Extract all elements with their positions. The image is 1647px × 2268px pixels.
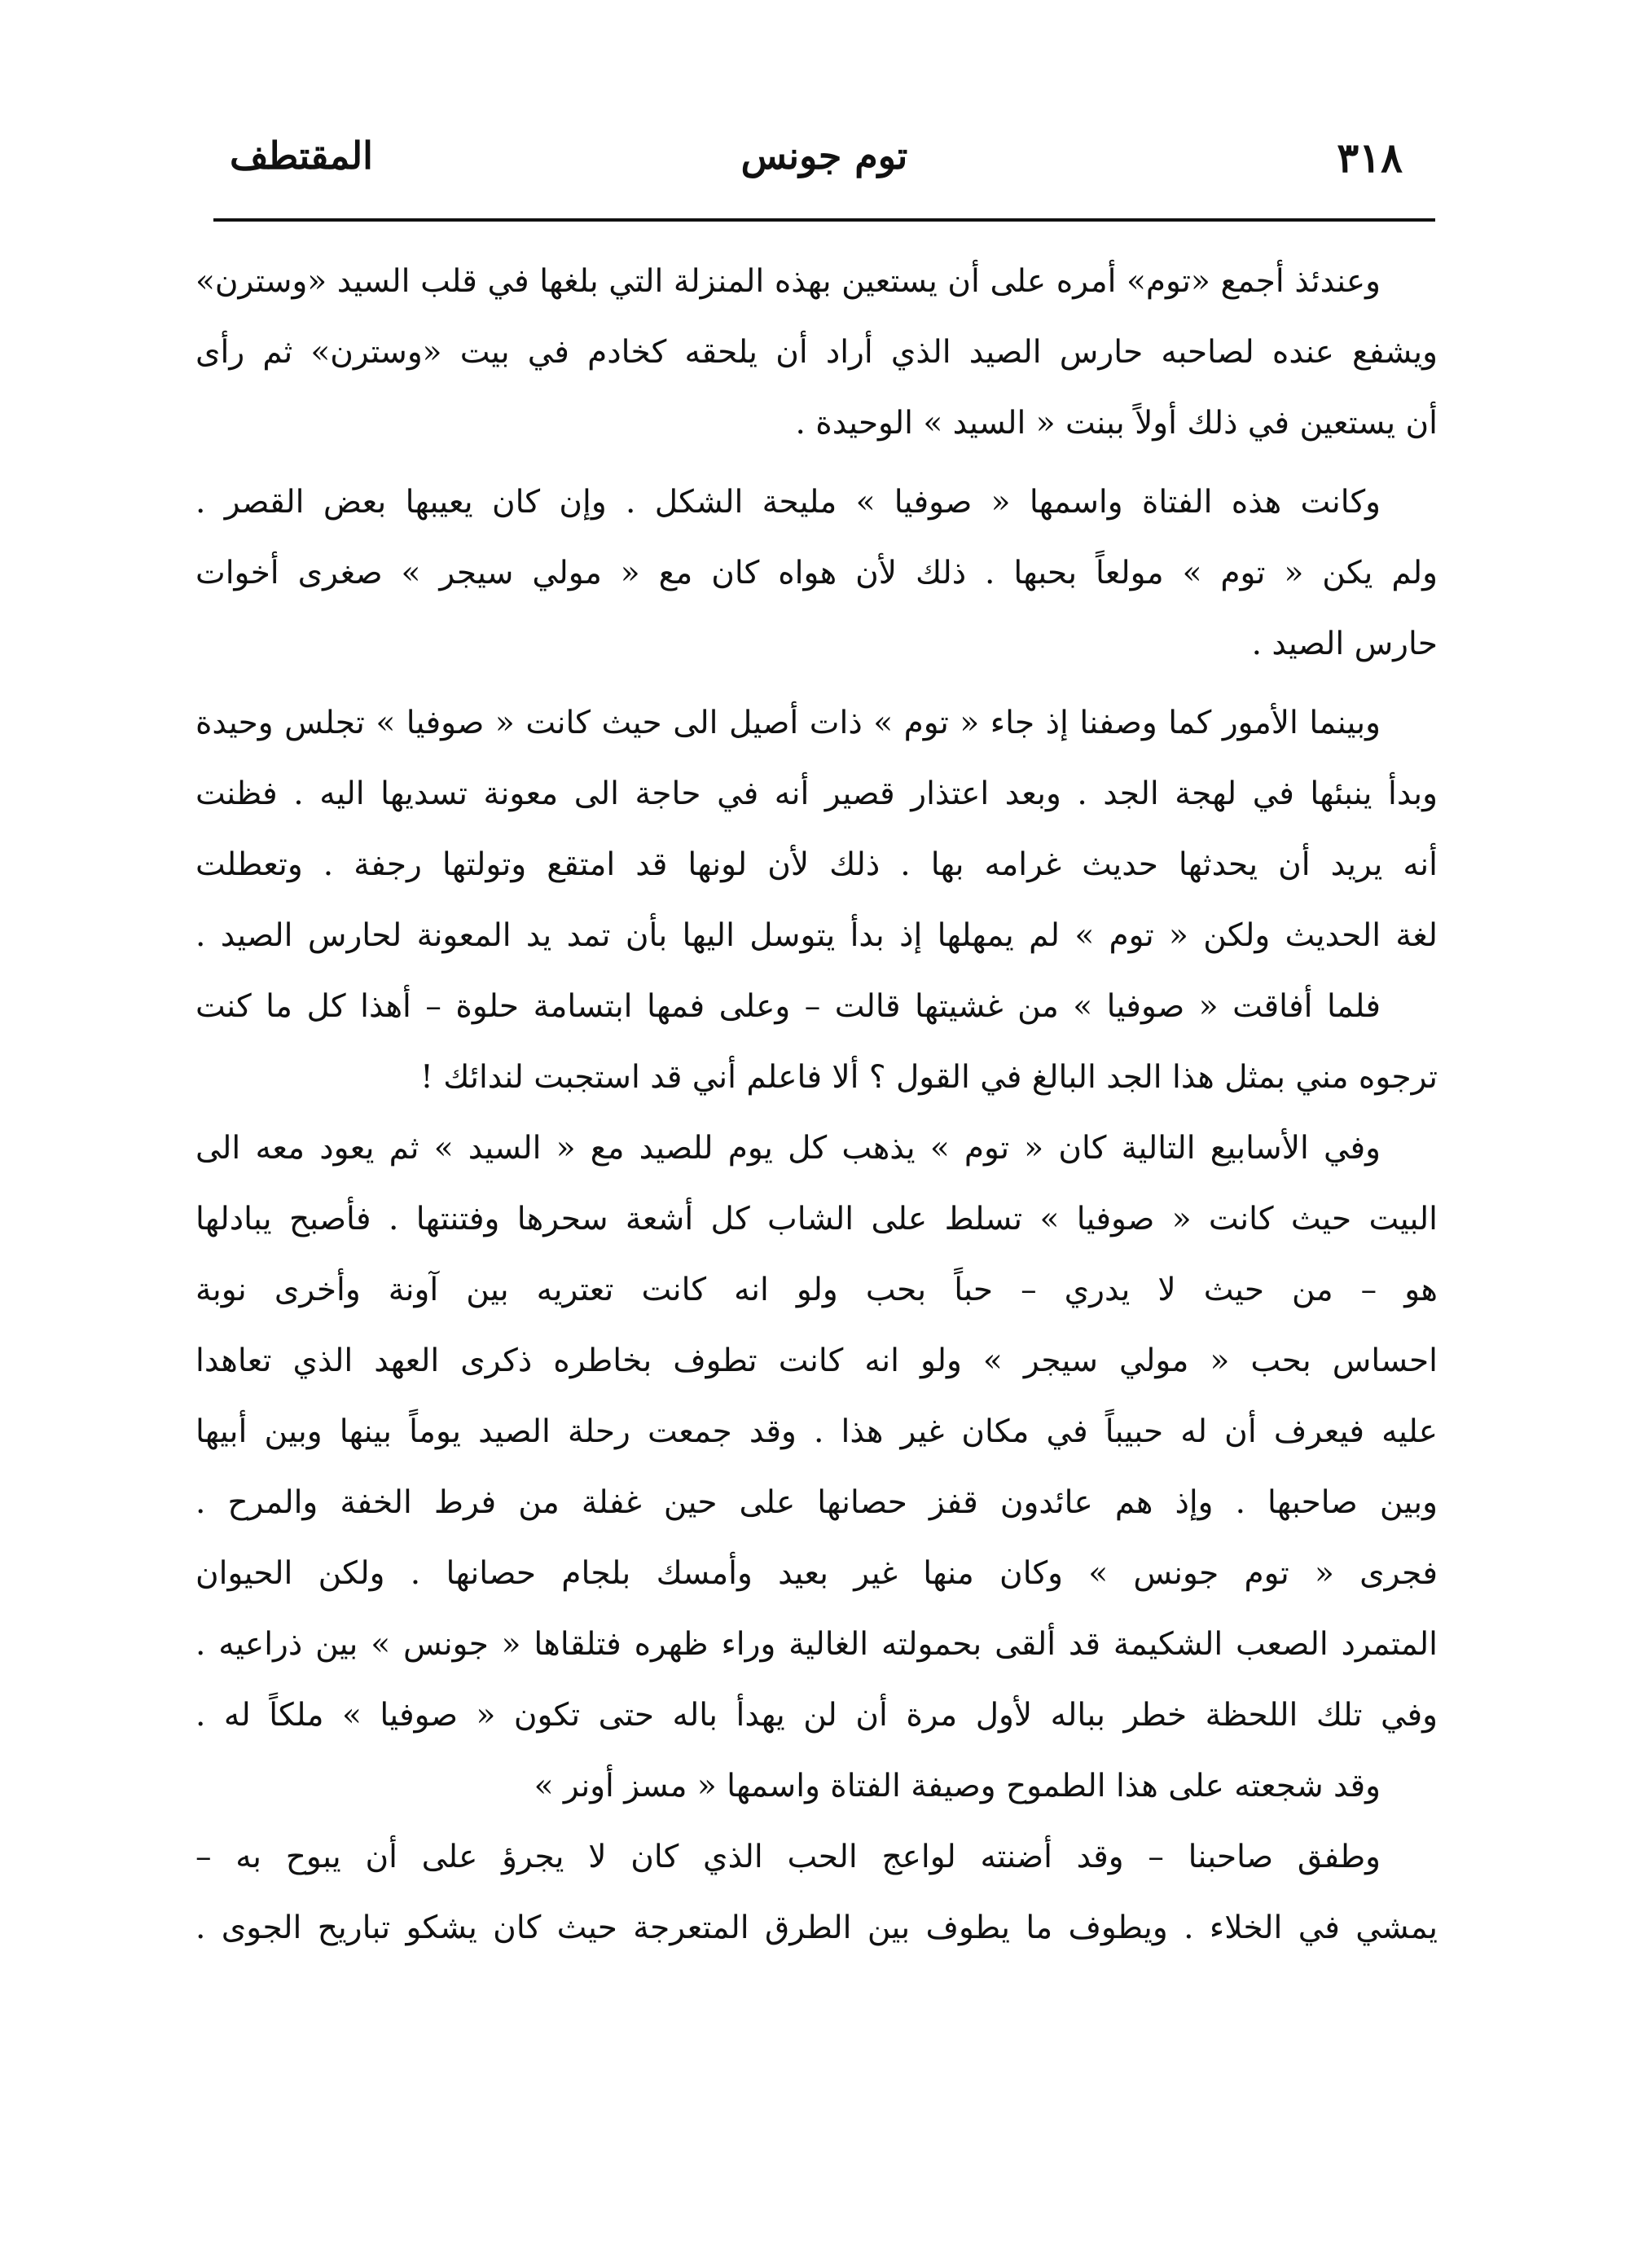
body-text — [195, 246, 1438, 1963]
text-line: المتمرد الصعب الشكيمة قد ألقى بحمولته الغالية وراء ظهره فتلقاها « جونس » بين ذراعيه . — [195, 1626, 1438, 1663]
page-number: ٣١٨ — [1337, 134, 1403, 182]
text-line: ولم يكن « توم » مولعاً بحبها . ذلك لأن هواه كان مع « مولي سيجر » صغرى أخوات — [195, 555, 1438, 591]
text-line: أن يستعين في ذلك أولاً ببنت « السيد » الوحيدة . — [795, 405, 1438, 442]
page-header — [213, 122, 1435, 196]
text-line: وفي تلك اللحظة خطر بباله لأول مرة أن لن يهدأ باله حتى تكون « صوفيا » ملكاً له . — [195, 1697, 1438, 1734]
text-line: يمشي في الخلاء . ويطوف ما يطوف بين الطرق المتعرجة حيث كان يشكو تباريح الجوى . — [195, 1910, 1438, 1946]
text-line: وقد شجعته على هذا الطموح وصيفة الفتاة واسمها « مسز أونر » — [534, 1768, 1381, 1804]
text-line: وفي الأسابيع التالية كان « توم » يذهب كل يوم للصيد مع « السيد » ثم يعود معه الى — [195, 1130, 1381, 1167]
text-line: فجرى « توم جونس » وكان منها غير بعيد وأمسك بلجام حصانها . ولكن الحيوان — [195, 1555, 1438, 1592]
journal-name: المقتطف — [230, 134, 373, 178]
text-line: وعندئذ أجمع «توم» أمره على أن يستعين بهذه المنزلة التي بلغها في قلب السيد «وسترن» — [195, 263, 1381, 300]
text-line: وكانت هذه الفتاة واسمها « صوفيا » مليحة الشكل . وإن كان يعيبها بعض القصر . — [195, 484, 1381, 521]
text-line: وبين صاحبها . وإذ هم عائدون قفز حصانها على حين غفلة من فرط الخفة والمرح . — [195, 1484, 1438, 1521]
text-line: حارس الصيد . — [1251, 626, 1438, 662]
text-line: وبينما الأمور كما وصفنا إذ جاء « توم » ذات أصيل الى حيث كانت « صوفيا » تجلس وحيدة — [195, 705, 1381, 741]
text-line: عليه فيعرف أن له حبيباً في مكان غير هذا . وقد جمعت رحلة الصيد يوماً بينها وبين أبيها — [195, 1413, 1438, 1450]
running-title: توم جونس — [740, 134, 908, 178]
text-line: هو – من حيث لا يدري – حباً بحب ولو انه كانت تعتريه بين آونة وأخرى نوبة — [195, 1272, 1438, 1308]
text-line: أنه يريد أن يحدثها حديث غرامه بها . ذلك لأن لونها قد امتقع وتولتها رجفة . وتعطلت — [195, 846, 1438, 883]
text-line: فلما أفاقت « صوفيا » من غشيتها قالت – وعلى فمها ابتسامة حلوة – أهذا كل ما كنت — [195, 988, 1381, 1025]
text-line: ترجوه مني بمثل هذا الجد البالغ في القول ؟ ألا فاعلم أني قد استجبت لندائك ! — [420, 1059, 1438, 1096]
text-line: احساس بحب « مولي سيجر » ولو انه كانت تطوف بخاطره ذكرى العهد الذي تعاهدا — [195, 1343, 1438, 1379]
text-line: لغة الحديث ولكن « توم » لم يمهلها إذ بدأ يتوسل اليها بأن تمد يد المعونة لحارس الصيد . — [195, 917, 1438, 954]
text-line: البيت حيث كانت « صوفيا » تسلط على الشاب كل أشعة سحرها وفتنتها . فأصبح يبادلها — [195, 1201, 1438, 1237]
header-rule — [213, 218, 1435, 222]
text-line: وطفق صاحبنا – وقد أضنته لواعج الحب الذي كان لا يجرؤ على أن يبوح به – — [195, 1839, 1381, 1875]
text-line: وبدأ ينبئها في لهجة الجد . وبعد اعتذار قصير أنه في حاجة الى معونة تسديها اليه . فظنت — [195, 776, 1438, 812]
text-line: ويشفع عنده لصاحبه حارس الصيد الذي أراد أن يلحقه كخادم في بيت «وسترن» ثم رأى — [195, 334, 1438, 371]
